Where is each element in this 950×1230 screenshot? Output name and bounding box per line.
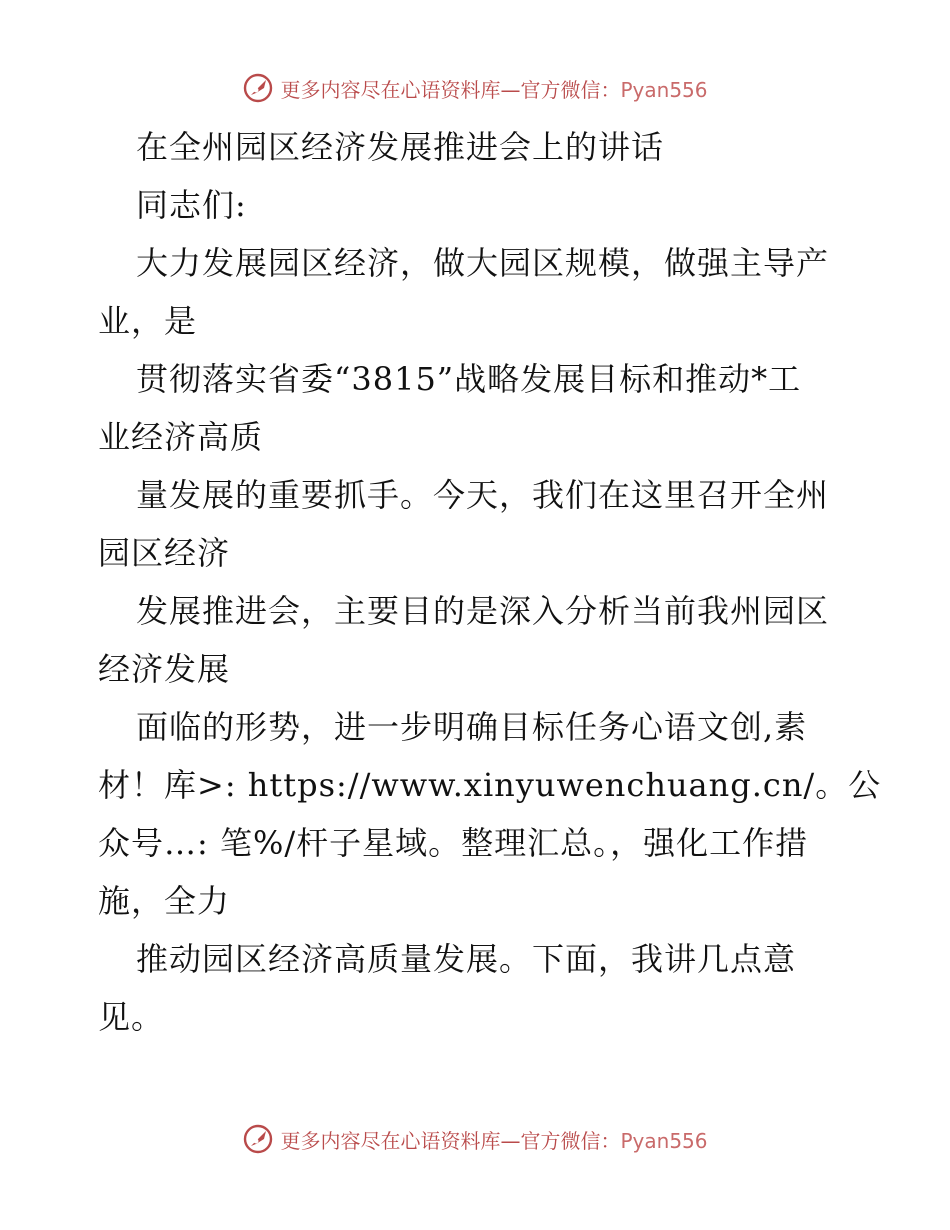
quill-logo-icon: [242, 72, 274, 104]
text-line: 业，是: [98, 302, 198, 340]
text-line: 经济发展: [98, 650, 231, 688]
text-line: 园区经济: [98, 534, 231, 572]
text-line: 众号…: 笔%/杆子星域。整理汇总。，强化工作措: [98, 824, 809, 862]
watermark-text: 更多内容尽在心语资料库—官方微信：Pyan556: [280, 77, 708, 102]
text-line: 量发展的重要抓手。今天，我们在这里召开全州: [136, 476, 830, 514]
watermark-text: 更多内容尽在心语资料库—官方微信：Pyan556: [280, 1128, 708, 1153]
document-title: 在全州园区经济发展推进会上的讲话: [136, 128, 665, 166]
text-line: 发展推进会，主要目的是深入分析当前我州园区: [136, 592, 830, 630]
footer-watermark: [0, 1123, 950, 1155]
text-line: 面临的形势，进一步明确目标任务心语文创,素: [136, 708, 808, 746]
text-line: 施，全力: [98, 882, 231, 920]
document-body: [98, 118, 882, 1046]
text-line: 推动园区经济高质量发展。下面，我讲几点意: [136, 940, 797, 978]
text-line: 同志们:: [136, 186, 247, 224]
text-line: 业经济高质: [98, 418, 264, 456]
text-line: 材！库>: https://www.xinyuwenchuang.cn/。公: [98, 766, 882, 804]
text-line: 大力发展园区经济，做大园区规模，做强主导产: [136, 244, 830, 282]
text-line: 见。: [98, 998, 165, 1036]
text-line: 贯彻落实省委“3815”战略发展目标和推动*工: [136, 360, 802, 398]
header-watermark: [0, 72, 950, 104]
quill-logo-icon: [242, 1123, 274, 1155]
